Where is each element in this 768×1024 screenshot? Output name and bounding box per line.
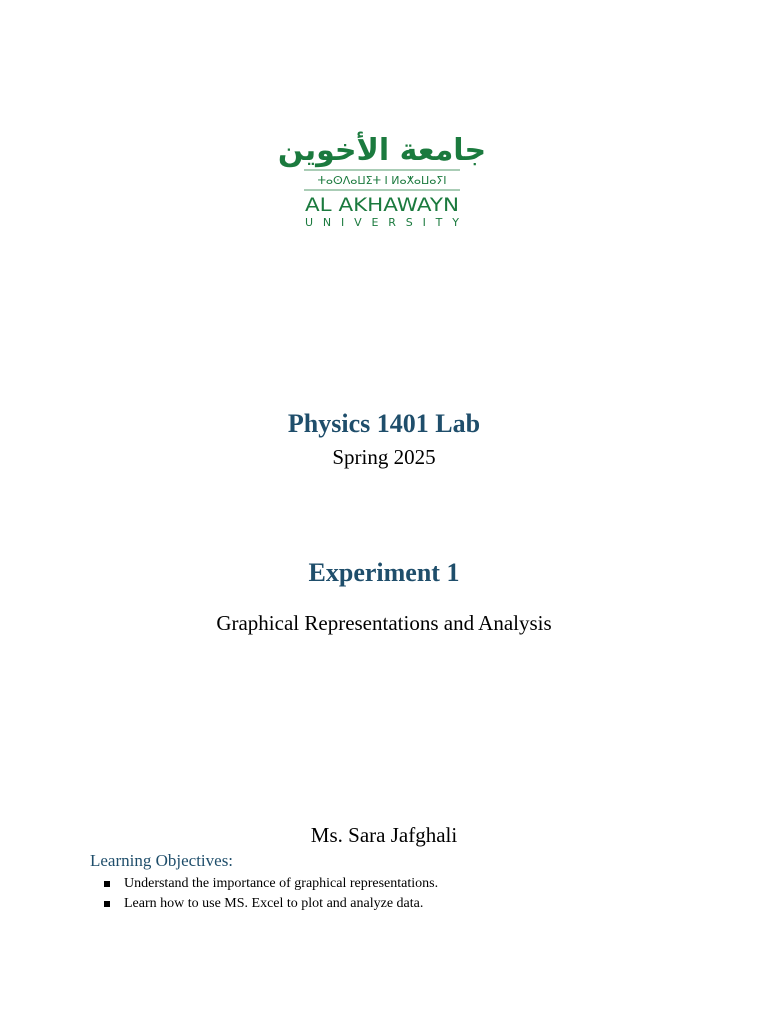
objective-text: Learn how to use MS. Excel to plot and analyze data. <box>124 896 424 911</box>
logo-arabic-name: جامعة الأخوين <box>277 133 487 168</box>
objective-text: Understand the importance of graphical representations. <box>124 876 439 891</box>
square-bullet-icon <box>104 881 110 887</box>
objectives-heading: Learning Objectives: <box>90 851 234 870</box>
objectives-list <box>104 874 438 914</box>
list-item <box>104 894 438 914</box>
instructor-name: Ms. Sara Jafghali <box>310 823 458 847</box>
logo-english-name: AL AKHAWAYN <box>305 194 459 216</box>
university-logo <box>277 126 487 230</box>
logo-university-label: UNIVERSITY <box>305 216 459 229</box>
semester: Spring 2025 <box>332 445 436 469</box>
experiment-title: Experiment 1 <box>308 558 460 587</box>
experiment-subtitle: Graphical Representations and Analysis <box>216 611 552 635</box>
list-item <box>104 874 438 894</box>
course-title: Physics 1401 Lab <box>287 409 481 438</box>
square-bullet-icon <box>104 901 110 907</box>
logo-tifinagh-name: ⵜⴰⵙⴷⴰⵡⵉⵜ ⵏ ⵍⴰⵅⴰⵡⴰⵢⵏ <box>317 174 447 187</box>
